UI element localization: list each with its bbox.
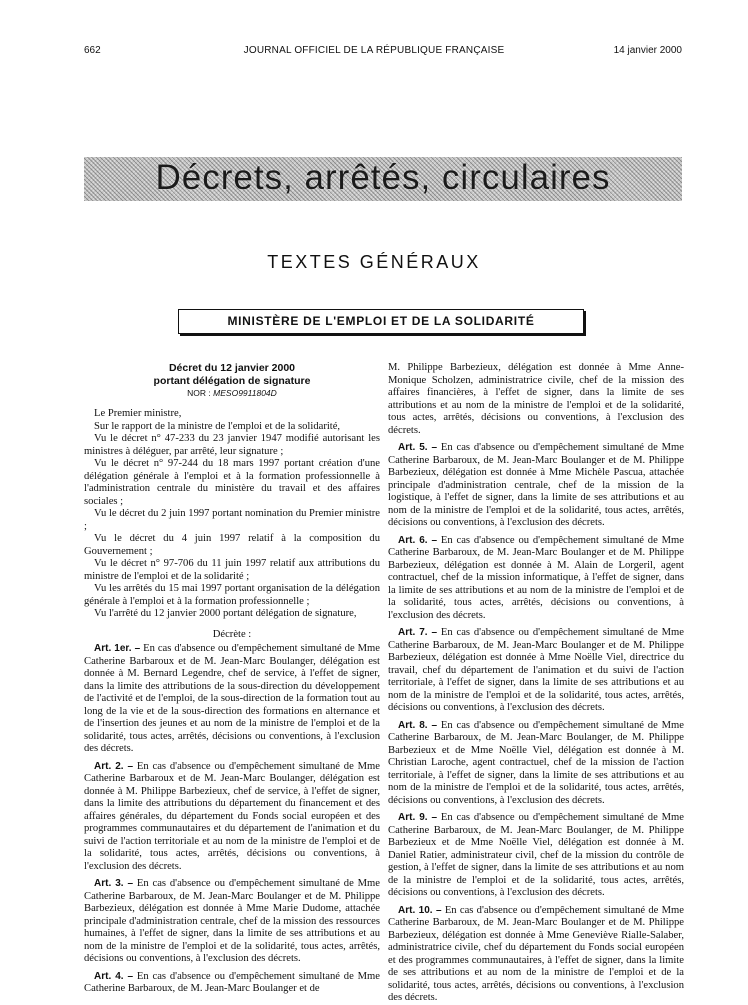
- article-text: En cas d'absence ou d'empêchement simultané de Mme Catherine Barbaroux, de M. Jean-Marc Boulanger et de M. Philippe Barbezieux, délégation est donnée à Mme Marie Dudome, attachée principale d'administration centrale, chef de la mission des ressources humaines, à l'effet de signer, dans la limite de ses attributions et au nom de la ministre de l'emploi et de la solidarité, tous actes, arrêtés, décisions ou conventions, à l'exclusion des décrets.: [84, 878, 380, 964]
- article-text: En cas d'absence ou d'empêchement simultané de Mme Catherine Barbaroux, de M. Jean-Marc Boulanger et de M. Philippe Barbezieux, délégation est donnée à Mme Noëlle Viel, directrice du travail, chef du département de l'animation et du suivi de l'action territoriale, à l'effet de signer, dans la limite de ses attributions et au nom de la ministre de l'emploi et de la solidarité, tous actes, arrêtés, décisions ou conventions, à l'exclusion des décrets.: [388, 627, 684, 713]
- journal-title: JOURNAL OFFICIEL DE LA RÉPUBLIQUE FRANÇAISE: [243, 45, 505, 56]
- preamble-line: Vu le décret n° 97-244 du 18 mars 1997 portant création d'une délégation générale à l'emploi et à la formation professionnelle à l'administration centrale du ministère du travail et des affaires sociales ;: [84, 458, 380, 507]
- article-label: Art. 9. –: [398, 812, 438, 823]
- article-label: Art. 1er. –: [94, 643, 141, 654]
- article-5: [388, 442, 684, 530]
- article-4: [84, 971, 380, 996]
- article-text: En cas d'absence ou d'empêchement simultané de Mme Catherine Barbaroux, de M. Jean-Marc Boulanger et de M. Philippe Barbezieux, délégation est donnée à Mme Geneviève Rialle-Salaber, administratrice civile, chef du département du Fonds social européen et des programmes communautaires, à l'effet de signer, dans la limite de ses attributions et au nom de la ministre de l'emploi et de la solidarité, tous actes, arrêtés, décisions ou conventions, à l'exclusion des décrets.: [388, 904, 684, 1003]
- decree-title-line1: Décret du 12 janvier 2000: [168, 362, 296, 374]
- preamble-line: Vu le décret du 2 juin 1997 portant nomination du Premier ministre ;: [84, 508, 380, 532]
- nor-code: MESO9911804D: [213, 388, 277, 398]
- article-9: [388, 812, 684, 900]
- decree-title-line2: portant délégation de signature: [153, 374, 311, 387]
- preamble-line: Vu le décret n° 97-706 du 11 juin 1997 relatif aux attributions du ministre de l'emploi et de la solidarité ;: [84, 558, 380, 582]
- preamble-line: Vu l'arrêté du 12 janvier 2000 portant délégation de signature,: [94, 608, 357, 619]
- banner-title: Décrets, arrêtés, circulaires: [155, 158, 611, 197]
- article-label: Art. 7. –: [398, 627, 438, 638]
- article-label: Art. 4. –: [94, 970, 134, 982]
- article-text: En cas d'absence ou d'empêchement simultané de Mme Catherine Barbaroux, de M. Jean-Marc Boulanger, de M. Philippe Barbezieux et de Mme Noëlle Viel, délégation est donnée à M. Christian Laroche, agent contractuel, chef de la mission de l'action territoriale, à l'effet de signer, dans la limite de ses attributions et au nom de la ministre de l'emploi et de la solidarité, tous actes, arrêtés, décisions ou conventions, à l'exclusion des décrets.: [388, 719, 684, 806]
- ministry-title: MINISTÈRE DE L'EMPLOI ET DE LA SOLIDARITÉ: [178, 309, 584, 334]
- preamble-line: Vu le décret du 4 juin 1997 relatif à la composition du Gouvernement ;: [84, 533, 380, 557]
- left-column: [84, 362, 380, 996]
- preamble-line: Vu le décret n° 47-233 du 23 janvier 1947 modifié autorisant les ministres à déléguer, par arrêté, leur signature ;: [84, 433, 380, 457]
- nor-reference: [84, 387, 380, 399]
- article-text: En cas d'absence ou d'empêchement simultané de Mme Catherine Barbaroux, de M. Jean-Marc Boulanger et de M. Philippe Barbezieux, délégation est donnée à M. Alain de Lorgeril, agent contractuel, chef de la mission informatique, à l'effet de signer, dans la limite de ses attributions et au nom de la ministre de l'emploi et de la solidarité, tous actes, arrêtés, décisions ou conventions, à l'exclusion des décrets.: [388, 534, 684, 621]
- article-3: [84, 878, 380, 966]
- right-column: [388, 362, 684, 1005]
- running-header: [0, 44, 748, 58]
- preamble-line: Vu les arrêtés du 15 mai 1997 portant organisation de la délégation générale à l'emploi et à la formation professionnelle ;: [84, 583, 380, 607]
- article-text: En cas d'absence ou d'empêchement simultané de Mme Catherine Barbaroux, de M. Jean-Marc Boulanger, de M. Philippe Barbezieux et de Mme Noëlle Viel, délégation est donnée à M. Daniel Ratier, administrateur civil, chef de la mission du contrôle de gestion, à l'effet de signer, dans la limite de ses attributions et au nom de la ministre de l'emploi et de la solidarité, tous actes, arrêtés, décisions ou conventions, à l'exclusion des décrets.: [388, 812, 684, 898]
- article-text: En cas d'absence ou d'empêchement simultané de Mme Catherine Barbaroux et de M. Jean-Marc Boulanger, délégation est donnée à M. Philippe Barbezieux, chef de service, à l'effet de signer, dans la limite des attributions du département du financement et des affaires générales, du département du Fonds social européen et des programmes communautaires et du département de l'animation et du suivi de l'action territoriale et au nom de la ministre de l'emploi et de la solidarité, tous actes, arrêtés, décisions ou conventions, à l'exclusion des décrets.: [84, 760, 380, 872]
- article-1: [84, 643, 380, 756]
- section-banner: [84, 157, 682, 201]
- article-label: Art. 2. –: [94, 760, 134, 772]
- article-text: En cas d'absence ou d'empêchement simultané de Mme Catherine Barbaroux, de M. Jean-Marc Boulanger et de M. Philippe Barbezieux, délégation est donnée à Mme Michèle Pascua, attachée principale d'administration centrale, chef de la mission de la logistique, à l'effet de signer, dans la limite de ses attributions et au nom de la ministre de l'emploi et de la solidarité, tous actes, arrêtés, décisions ou conventions, à l'exclusion des décrets.: [388, 442, 684, 528]
- article-label: Art. 8. –: [398, 719, 438, 731]
- article-8: [388, 720, 684, 808]
- preamble-line: Sur le rapport de la ministre de l'emploi et de la solidarité,: [94, 420, 341, 432]
- page-number: 662: [84, 45, 101, 56]
- article-label: Art. 10. –: [398, 904, 442, 916]
- article-4-continuation: M. Philippe Barbezieux, délégation est donnée à Mme Anne-Monique Scholzen, administratrice civile, chef de la mission des affaires financières, à l'effet de signer, dans la limite de ses attributions et au nom de la ministre de l'emploi et de la solidarité, tous actes, arrêtés, décisions ou conventions, à l'exclusion des décrets.: [388, 362, 684, 436]
- article-6: [388, 535, 684, 623]
- section-title: TEXTES GÉNÉRAUX: [267, 252, 481, 272]
- article-label: Art. 6. –: [398, 534, 438, 546]
- preamble-line: Le Premier ministre,: [94, 408, 182, 419]
- article-label: Art. 5. –: [398, 442, 438, 453]
- article-text: En cas d'absence ou d'empêchement simultané de Mme Catherine Barbaroux, de M. Jean-Marc Boulanger et de: [84, 970, 380, 994]
- nor-label: NOR :: [187, 388, 211, 398]
- article-7: [388, 627, 684, 715]
- issue-date: 14 janvier 2000: [613, 45, 682, 56]
- article-2: [84, 761, 380, 874]
- article-text: En cas d'absence ou d'empêchement simultané de Mme Catherine Barbaroux et de M. Jean-Marc Boulanger, délégation est donnée à M. Bernard Legendre, chef de service, à l'effet de signer, dans la limite des attributions de la sous-direction du développement de l'activité et de l'emploi, de la sous-direction de la formation tout au long de la vie et de la sous-direction des formations en alternance et de l'insertion des jeunes et au nom de la ministre de l'emploi et de la solidarité, tous actes, arrêtés, décisions ou conventions, à l'exclusion des décrets.: [84, 643, 380, 754]
- decrete-heading: Décrète :: [212, 628, 252, 640]
- article-label: Art. 3. –: [94, 878, 134, 889]
